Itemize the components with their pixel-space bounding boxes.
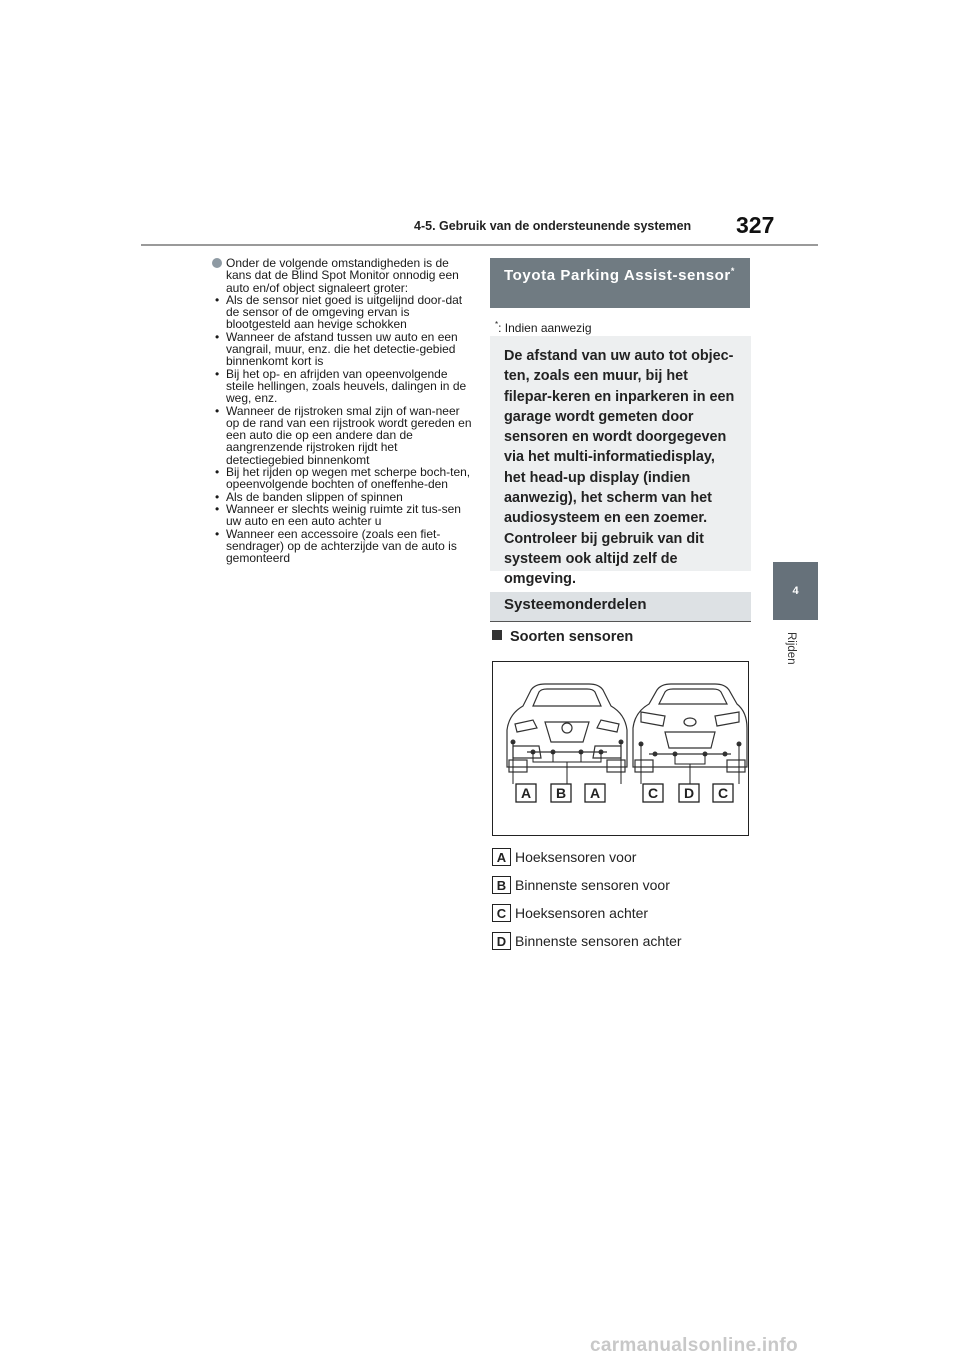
section-heading-components: Systeemonderdelen	[490, 592, 751, 622]
legend-row	[492, 843, 752, 871]
legend-text: Binnenste sensoren achter	[515, 933, 682, 949]
header-section-title: 4-5. Gebruik van de ondersteunende systemen	[414, 219, 692, 233]
figure-label-rear-corner-right: C	[717, 785, 729, 801]
legend-text: Hoeksensoren achter	[515, 905, 649, 921]
bullet-dot-icon	[212, 258, 222, 268]
rear-car-illustration	[633, 684, 747, 772]
lead-paragraph	[212, 257, 472, 294]
list-item: • Bij het rijden op wegen met scherpe boch-ten, opeenvolgende bochten of oneffenhe-den	[215, 465, 471, 492]
asterisk-mark: *	[730, 266, 735, 276]
header-rule	[141, 244, 818, 246]
list-item: • Bij het op- en afrijden van opeenvolgende steile hellingen, zoals heuvels, dalingen in de weg, enz.	[215, 366, 467, 406]
list-item: • Als de sensor niet goed is uitgelijnd door-dat de sensor of de omgeving ervan is blootgesteld aan hevige schokken	[215, 292, 463, 332]
figure-label-rear-corner-left: C	[647, 785, 659, 801]
list-item: • Wanneer de afstand tussen uw auto en een vangrail, muur, enz. die het detectie-gebied binnenkomt kort is	[215, 329, 458, 369]
footnote-asterisk: *	[495, 320, 499, 329]
rear-leader-lines	[641, 744, 739, 784]
left-column	[212, 257, 472, 564]
section-heading-text: Toyota Parking Assist-sensor	[504, 267, 731, 284]
page-number: 327	[736, 212, 775, 238]
front-car-illustration	[507, 684, 627, 772]
legend-key: B	[492, 876, 511, 894]
lead-text: Onder de volgende omstandigheden is de kans dat de Blind Spot Monitor onnodig een auto en/of object signaleert groter:	[226, 256, 459, 295]
figure-label-boxes	[516, 784, 733, 802]
sensor-figure	[492, 661, 749, 836]
legend-text: Hoeksensoren voor	[515, 849, 637, 865]
legend-key: D	[492, 932, 511, 950]
subheading-text: Soorten sensoren	[510, 629, 634, 645]
front-leader-lines	[513, 742, 621, 784]
legend-row	[492, 927, 752, 955]
footnote-text: : Indien aanwezig	[498, 321, 592, 335]
subheading	[492, 629, 633, 645]
footnote	[495, 320, 592, 335]
figure-legend	[492, 843, 752, 955]
list-item: • Wanneer een accessoire (zoals een fiet-sendrager) op de achterzijde van de auto is gemonteerd	[215, 526, 457, 566]
section-heading-parking-assist	[490, 258, 750, 308]
legend-key: A	[492, 848, 511, 866]
intro-box: De afstand van uw auto tot objec-ten, zoals een muur, bij het filepar-keren en inparkeren in een garage wordt gemeten door sensoren en wordt doorgegeven via het multi-informatiedisplay, het head-up display (indien aanwezig), het scherm van het audiosysteem en een zoemer. Controleer bij gebruik van dit systeem ook altijd zelf de omgeving.	[490, 336, 751, 571]
square-bullet-icon	[492, 630, 502, 640]
list-item: • Wanneer de rijstroken smal zijn of wan-neer op de rand van een rijstrook wordt gereden en een auto die op een andere dan de aangrenzende rijstroken rijdt het detectiegebied binnenkomt	[215, 403, 472, 467]
condition-list	[212, 294, 472, 565]
legend-row	[492, 871, 752, 899]
legend-row	[492, 899, 752, 927]
list-item: • Als de banden slippen of spinnen	[215, 489, 403, 504]
figure-label-front-inner: B	[555, 785, 567, 801]
legend-text: Binnenste sensoren voor	[515, 877, 670, 893]
legend-key: C	[492, 904, 511, 922]
figure-label-front-corner-right: A	[589, 785, 601, 801]
sensor-diagram	[493, 662, 748, 835]
chapter-label: Rijden	[785, 632, 797, 665]
watermark: carmanualsonline.info	[590, 1335, 798, 1356]
chapter-tab: 4	[773, 562, 818, 620]
figure-label-front-corner-left: A	[520, 785, 532, 801]
list-item: • Wanneer er slechts weinig ruimte zit tus-sen uw auto en een auto achter u	[215, 501, 461, 529]
figure-label-rear-inner: D	[683, 785, 695, 801]
